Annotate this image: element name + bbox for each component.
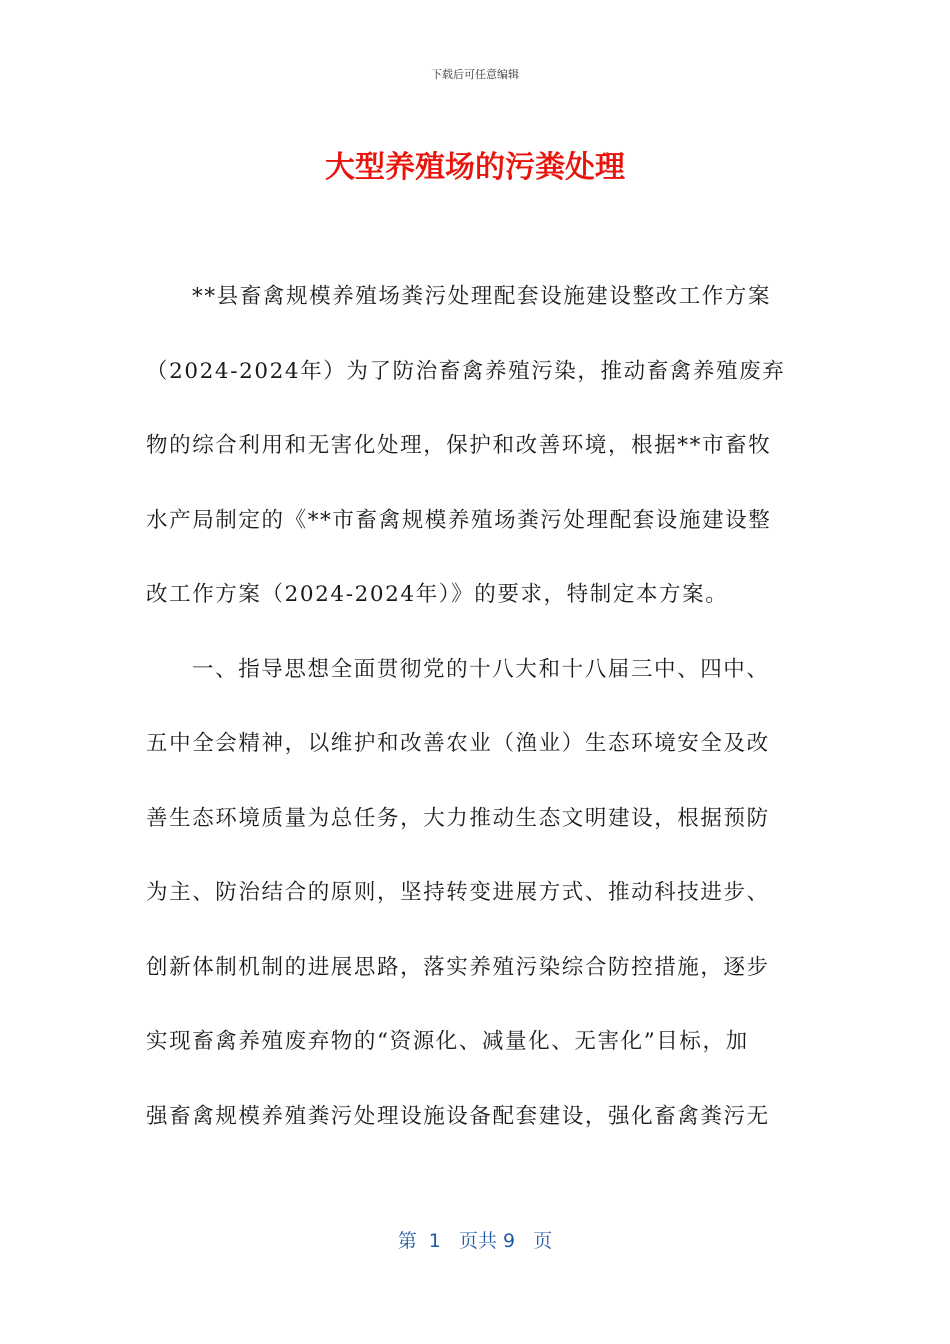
paragraph-line: 一、指导思想全面贯彻党的十八大和十八届三中、四中、 (192, 656, 770, 682)
document-title: 大型养殖场的污粪处理 (325, 150, 625, 185)
paragraph-line: 实现畜禽养殖废弃物的“资源化、减量化、无害化”目标，加 (146, 1029, 749, 1054)
paragraph-line: 物的综合利用和无害化处理，保护和改善环境，根据**市畜牧 (146, 433, 772, 458)
paragraph-line: 五中全会精神，以维护和改善农业（渔业）生态环境安全及改 (146, 731, 770, 756)
paragraph-line: 水产局制定的《**市畜禽规模养殖场粪污处理配套设施建设整 (146, 507, 772, 533)
paragraph-line: **县畜禽规模养殖场粪污处理配套设施建设整改工作方案 (192, 284, 772, 309)
page-number-footer: 第 1 页共 9 页 (397, 1230, 553, 1252)
header-note: 下载后可任意编辑 (431, 68, 519, 81)
paragraph-line: 强畜禽规模养殖粪污处理设施设备配套建设，强化畜禽粪污无 (146, 1103, 770, 1129)
paragraph-line: 善生态环境质量为总任务，大力推动生态文明建设，根据预防 (146, 805, 770, 831)
paragraph-line: 创新体制机制的进展思路，落实养殖污染综合防控措施，逐步 (146, 954, 770, 980)
paragraph-line: 为主、防治结合的原则，坚持转变进展方式、推动科技进步、 (146, 880, 770, 905)
document-body (146, 260, 796, 1154)
paragraph-line: （2024-2024年）为了防治畜禽养殖污染，推动畜禽养殖废弃 (146, 358, 786, 384)
paragraph-line: 改工作方案（2024-2024年）》的要求，特制定本方案。 (146, 582, 729, 607)
